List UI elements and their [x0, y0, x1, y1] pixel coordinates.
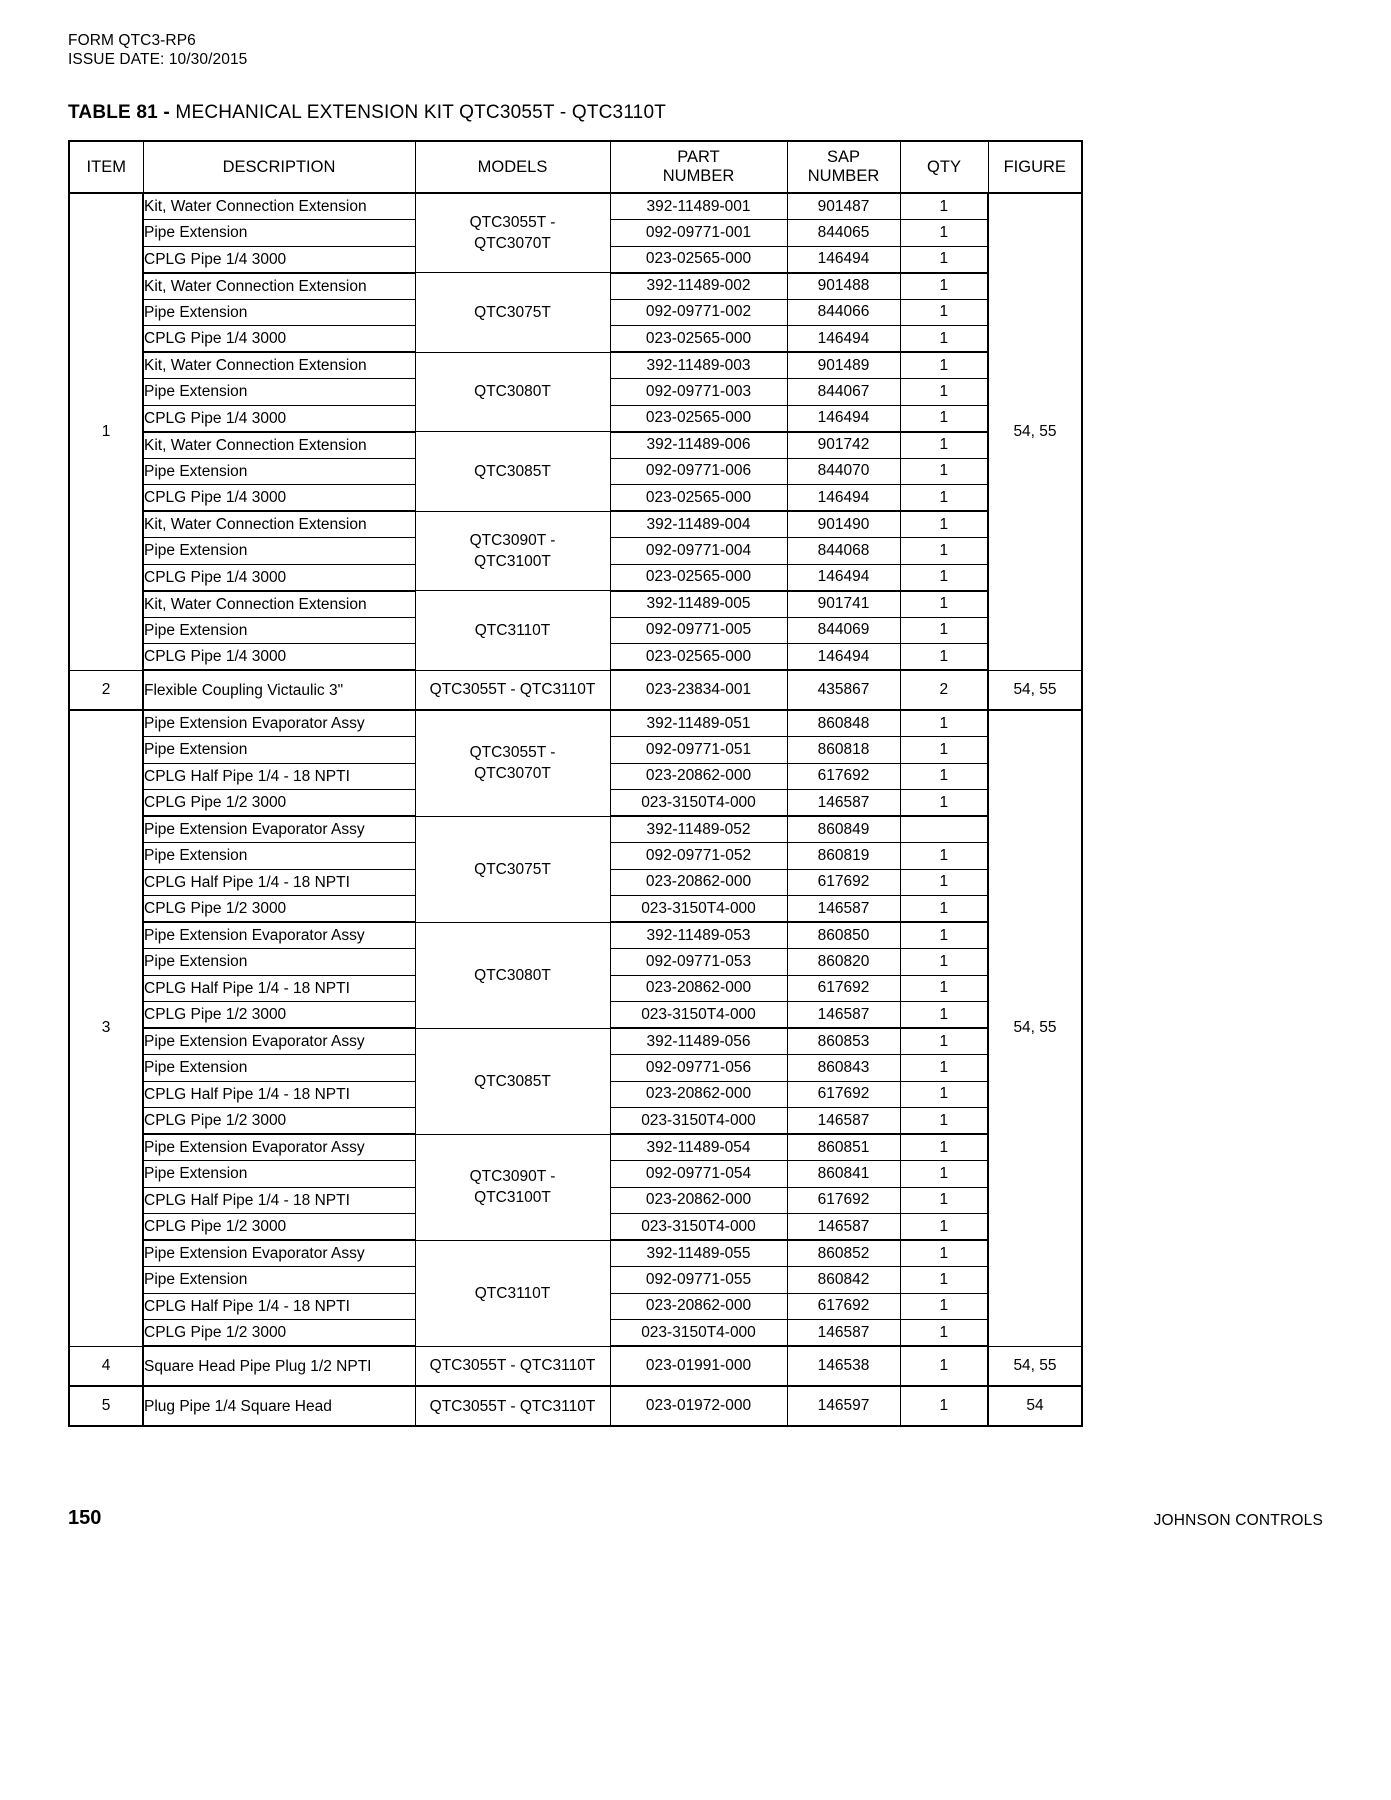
cell-description: Kit, Water Connection Extension	[143, 511, 415, 538]
cell-sap-number: 146587	[787, 1108, 900, 1135]
cell-qty: 1	[900, 511, 988, 538]
cell-models	[415, 193, 610, 273]
cell-models: QTC3055T - QTC3110T	[415, 1386, 610, 1426]
cell-qty: 1	[900, 1386, 988, 1426]
form-number: FORM QTC3-RP6	[68, 32, 196, 49]
cell-qty: 1	[900, 737, 988, 764]
table-row	[69, 511, 1082, 538]
column-header-part-number-line2: NUMBER	[662, 167, 735, 185]
cell-sap-number: 860853	[787, 1028, 900, 1055]
cell-qty: 1	[900, 1055, 988, 1082]
cell-qty: 1	[900, 1346, 988, 1386]
cell-sap-number: 844067	[787, 379, 900, 406]
cell-qty: 1	[900, 763, 988, 790]
cell-description: Pipe Extension	[143, 220, 415, 247]
cell-models-line1: QTC3075T	[474, 303, 551, 321]
cell-part-number: 023-01972-000	[610, 1386, 787, 1426]
cell-qty: 1	[900, 405, 988, 432]
cell-part-number: 092-09771-055	[610, 1267, 787, 1294]
cell-part-number: 092-09771-001	[610, 220, 787, 247]
cell-part-number: 023-20862-000	[610, 1081, 787, 1108]
cell-part-number: 392-11489-054	[610, 1134, 787, 1161]
cell-part-number: 092-09771-052	[610, 843, 787, 870]
cell-qty: 1	[900, 949, 988, 976]
cell-models-line1: QTC3080T	[474, 966, 551, 984]
table-body	[69, 193, 1082, 1426]
cell-models	[415, 352, 610, 432]
cell-part-number: 023-20862-000	[610, 975, 787, 1002]
cell-description: Square Head Pipe Plug 1/2 NPTI	[143, 1346, 415, 1386]
cell-sap-number: 146587	[787, 1320, 900, 1347]
cell-sap-number: 860820	[787, 949, 900, 976]
cell-part-number: 023-02565-000	[610, 564, 787, 591]
cell-part-number: 023-20862-000	[610, 869, 787, 896]
cell-description: CPLG Half Pipe 1/4 - 18 NPTI	[143, 1293, 415, 1320]
cell-qty: 1	[900, 1161, 988, 1188]
column-header-qty: QTY	[900, 141, 988, 193]
cell-qty: 1	[900, 564, 988, 591]
cell-part-number: 023-3150T4-000	[610, 1108, 787, 1135]
cell-models-line1: QTC3085T	[474, 1072, 551, 1090]
cell-qty: 1	[900, 299, 988, 326]
cell-description: Pipe Extension	[143, 737, 415, 764]
cell-description: CPLG Pipe 1/2 3000	[143, 1214, 415, 1241]
cell-qty: 2	[900, 670, 988, 710]
cell-qty: 1	[900, 1240, 988, 1267]
cell-sap-number: 146587	[787, 1002, 900, 1029]
cell-models-line1: QTC3055T -	[469, 214, 556, 231]
cell-models	[415, 922, 610, 1028]
cell-description: Plug Pipe 1/4 Square Head	[143, 1386, 415, 1426]
cell-part-number: 092-09771-053	[610, 949, 787, 976]
cell-sap-number: 146494	[787, 644, 900, 671]
table-row	[69, 193, 1082, 220]
cell-item: 4	[69, 1346, 143, 1386]
issue-date: ISSUE DATE: 10/30/2015	[68, 51, 248, 68]
table-row	[69, 352, 1082, 379]
cell-sap-number: 146494	[787, 326, 900, 353]
cell-models-line1: QTC3055T -	[469, 744, 556, 762]
cell-description: Pipe Extension Evaporator Assy	[143, 710, 415, 737]
cell-models-line1: QTC3110T	[474, 621, 551, 639]
cell-description: Pipe Extension Evaporator Assy	[143, 1134, 415, 1161]
cell-sap-number: 844070	[787, 458, 900, 485]
cell-sap-number: 860852	[787, 1240, 900, 1267]
cell-qty: 1	[900, 617, 988, 644]
cell-part-number: 023-20862-000	[610, 1187, 787, 1214]
cell-part-number: 023-02565-000	[610, 644, 787, 671]
cell-description: CPLG Half Pipe 1/4 - 18 NPTI	[143, 869, 415, 896]
table-title	[68, 102, 666, 124]
table-row	[69, 922, 1082, 949]
cell-description: Pipe Extension	[143, 538, 415, 565]
page-number: 150	[68, 1507, 102, 1529]
cell-part-number: 392-11489-005	[610, 591, 787, 618]
cell-sap-number: 901490	[787, 511, 900, 538]
cell-models-line1: QTC3090T -	[469, 1168, 556, 1185]
cell-sap-number: 860843	[787, 1055, 900, 1082]
table-row	[69, 1386, 1082, 1426]
table-title-label: TABLE 81 -	[68, 102, 170, 123]
column-header-part-number-line1: PART	[677, 148, 720, 166]
cell-qty: 1	[900, 193, 988, 220]
cell-part-number: 023-02565-000	[610, 405, 787, 432]
cell-models: QTC3055T - QTC3110T	[415, 1346, 610, 1386]
column-header-part-number	[610, 141, 787, 193]
cell-sap-number: 146494	[787, 246, 900, 273]
cell-sap-number: 860841	[787, 1161, 900, 1188]
cell-part-number: 392-11489-053	[610, 922, 787, 949]
cell-models	[415, 816, 610, 922]
cell-description: Flexible Coupling Victaulic 3"	[143, 670, 415, 710]
cell-part-number: 023-01991-000	[610, 1346, 787, 1386]
cell-part-number: 092-09771-003	[610, 379, 787, 406]
cell-qty: 1	[900, 896, 988, 923]
cell-qty: 1	[900, 710, 988, 737]
cell-sap-number: 617692	[787, 1187, 900, 1214]
cell-qty: 1	[900, 1081, 988, 1108]
cell-description: Pipe Extension Evaporator Assy	[143, 816, 415, 843]
cell-part-number: 023-02565-000	[610, 326, 787, 353]
table-row	[69, 1028, 1082, 1055]
cell-part-number: 392-11489-051	[610, 710, 787, 737]
cell-sap-number: 146597	[787, 1386, 900, 1426]
cell-part-number: 092-09771-005	[610, 617, 787, 644]
cell-qty: 1	[900, 220, 988, 247]
table-row	[69, 273, 1082, 300]
cell-description: Pipe Extension	[143, 949, 415, 976]
cell-sap-number: 860850	[787, 922, 900, 949]
table-row	[69, 1134, 1082, 1161]
cell-part-number: 023-20862-000	[610, 1293, 787, 1320]
column-header-item: ITEM	[69, 141, 143, 193]
cell-models: QTC3055T - QTC3110T	[415, 670, 610, 710]
cell-description: CPLG Pipe 1/4 3000	[143, 564, 415, 591]
column-header-description: DESCRIPTION	[143, 141, 415, 193]
cell-qty: 1	[900, 1108, 988, 1135]
footer-brand: JOHNSON CONTROLS	[1153, 1512, 1323, 1529]
cell-sap-number: 617692	[787, 869, 900, 896]
cell-qty: 1	[900, 432, 988, 459]
cell-qty: 1	[900, 1002, 988, 1029]
cell-sap-number: 146494	[787, 405, 900, 432]
cell-part-number: 392-11489-006	[610, 432, 787, 459]
cell-sap-number: 844068	[787, 538, 900, 565]
cell-part-number: 392-11489-002	[610, 273, 787, 300]
cell-description: Pipe Extension Evaporator Assy	[143, 922, 415, 949]
cell-description: Pipe Extension	[143, 617, 415, 644]
cell-description: CPLG Pipe 1/2 3000	[143, 1002, 415, 1029]
cell-sap-number: 146587	[787, 896, 900, 923]
cell-description: Kit, Water Connection Extension	[143, 273, 415, 300]
table-row	[69, 432, 1082, 459]
cell-qty: 1	[900, 1028, 988, 1055]
cell-figure: 54, 55	[988, 193, 1082, 670]
cell-description: CPLG Pipe 1/2 3000	[143, 1320, 415, 1347]
cell-description: CPLG Half Pipe 1/4 - 18 NPTI	[143, 1081, 415, 1108]
cell-sap-number: 860848	[787, 710, 900, 737]
table-header-row	[69, 141, 1082, 193]
cell-part-number: 092-09771-056	[610, 1055, 787, 1082]
cell-description: Pipe Extension	[143, 1055, 415, 1082]
cell-figure: 54	[988, 1386, 1082, 1426]
cell-part-number: 092-09771-004	[610, 538, 787, 565]
cell-part-number: 392-11489-056	[610, 1028, 787, 1055]
cell-models	[415, 432, 610, 512]
table-row	[69, 1346, 1082, 1386]
cell-qty: 1	[900, 1214, 988, 1241]
cell-models	[415, 591, 610, 671]
cell-models	[415, 1240, 610, 1346]
cell-qty: 1	[900, 273, 988, 300]
cell-sap-number: 617692	[787, 1081, 900, 1108]
cell-description: Kit, Water Connection Extension	[143, 352, 415, 379]
cell-description: Pipe Extension	[143, 1161, 415, 1188]
cell-part-number: 092-09771-006	[610, 458, 787, 485]
cell-description: Pipe Extension	[143, 1267, 415, 1294]
document-header	[68, 31, 247, 69]
cell-sap-number: 901741	[787, 591, 900, 618]
cell-description: CPLG Pipe 1/2 3000	[143, 1108, 415, 1135]
cell-part-number: 023-3150T4-000	[610, 1320, 787, 1347]
cell-sap-number: 860819	[787, 843, 900, 870]
cell-sap-number: 860849	[787, 816, 900, 843]
cell-part-number: 392-11489-003	[610, 352, 787, 379]
cell-description: CPLG Half Pipe 1/4 - 18 NPTI	[143, 1187, 415, 1214]
cell-sap-number: 146587	[787, 1214, 900, 1241]
cell-item: 3	[69, 710, 143, 1346]
cell-models-line1: QTC3110T	[474, 1284, 551, 1302]
cell-item: 1	[69, 193, 143, 670]
cell-part-number: 023-3150T4-000	[610, 896, 787, 923]
cell-part-number: 023-02565-000	[610, 485, 787, 512]
cell-sap-number: 844065	[787, 220, 900, 247]
table-row	[69, 670, 1082, 710]
cell-sap-number: 860851	[787, 1134, 900, 1161]
cell-qty: 1	[900, 591, 988, 618]
cell-qty: 1	[900, 458, 988, 485]
cell-sap-number: 901742	[787, 432, 900, 459]
cell-description: Kit, Water Connection Extension	[143, 432, 415, 459]
cell-qty: 1	[900, 1320, 988, 1347]
cell-part-number: 392-11489-052	[610, 816, 787, 843]
cell-description: Pipe Extension	[143, 843, 415, 870]
cell-qty: 1	[900, 352, 988, 379]
cell-models	[415, 1134, 610, 1240]
cell-description: CPLG Pipe 1/4 3000	[143, 326, 415, 353]
column-header-models: MODELS	[415, 141, 610, 193]
cell-sap-number: 844069	[787, 617, 900, 644]
cell-part-number: 023-3150T4-000	[610, 1002, 787, 1029]
cell-part-number: 023-3150T4-000	[610, 790, 787, 817]
cell-description: CPLG Pipe 1/2 3000	[143, 790, 415, 817]
cell-description: CPLG Half Pipe 1/4 - 18 NPTI	[143, 763, 415, 790]
cell-description: Pipe Extension Evaporator Assy	[143, 1240, 415, 1267]
column-header-sap-number-line1: SAP	[826, 148, 861, 166]
cell-qty: 1	[900, 869, 988, 896]
cell-qty: 1	[900, 1293, 988, 1320]
cell-sap-number: 901488	[787, 273, 900, 300]
column-header-sap-number-line2: NUMBER	[807, 167, 880, 185]
cell-description: CPLG Pipe 1/4 3000	[143, 405, 415, 432]
cell-description: Pipe Extension	[143, 458, 415, 485]
cell-description: CPLG Pipe 1/2 3000	[143, 896, 415, 923]
column-header-figure: FIGURE	[988, 141, 1082, 193]
cell-sap-number: 617692	[787, 1293, 900, 1320]
cell-sap-number: 617692	[787, 975, 900, 1002]
cell-models-line2: QTC3070T	[474, 235, 551, 252]
table-title-description: MECHANICAL EXTENSION KIT QTC3055T - QTC3110T	[169, 102, 667, 123]
cell-figure: 54, 55	[988, 1346, 1082, 1386]
cell-item: 5	[69, 1386, 143, 1426]
cell-qty: 1	[900, 246, 988, 273]
cell-sap-number: 617692	[787, 763, 900, 790]
cell-models-line2: QTC3100T	[474, 552, 551, 570]
cell-description: Kit, Water Connection Extension	[143, 193, 415, 220]
cell-description: CPLG Pipe 1/4 3000	[143, 485, 415, 512]
cell-models-line1: QTC3090T -	[469, 531, 556, 549]
cell-part-number: 392-11489-001	[610, 193, 787, 220]
cell-figure: 54, 55	[988, 670, 1082, 710]
cell-qty: 1	[900, 1134, 988, 1161]
cell-description: Pipe Extension	[143, 379, 415, 406]
cell-qty: 1	[900, 326, 988, 353]
cell-part-number: 092-09771-054	[610, 1161, 787, 1188]
cell-sap-number: 860842	[787, 1267, 900, 1294]
parts-table	[68, 140, 1083, 1427]
cell-sap-number: 146494	[787, 564, 900, 591]
cell-qty: 1	[900, 1187, 988, 1214]
cell-models	[415, 710, 610, 816]
cell-sap-number: 146494	[787, 485, 900, 512]
cell-part-number: 092-09771-051	[610, 737, 787, 764]
cell-part-number: 392-11489-055	[610, 1240, 787, 1267]
cell-part-number: 023-3150T4-000	[610, 1214, 787, 1241]
cell-qty: 1	[900, 922, 988, 949]
cell-sap-number: 844066	[787, 299, 900, 326]
cell-models	[415, 273, 610, 353]
cell-qty	[900, 816, 988, 843]
cell-qty: 1	[900, 1267, 988, 1294]
cell-figure: 54, 55	[988, 710, 1082, 1346]
cell-models-line1: QTC3085T	[474, 462, 551, 480]
cell-sap-number: 901487	[787, 193, 900, 220]
cell-qty: 1	[900, 975, 988, 1002]
cell-description: CPLG Pipe 1/4 3000	[143, 246, 415, 273]
cell-qty: 1	[900, 843, 988, 870]
cell-sap-number: 146587	[787, 790, 900, 817]
cell-part-number: 023-20862-000	[610, 763, 787, 790]
cell-part-number: 092-09771-002	[610, 299, 787, 326]
cell-part-number: 023-23834-001	[610, 670, 787, 710]
cell-qty: 1	[900, 485, 988, 512]
cell-description: Pipe Extension Evaporator Assy	[143, 1028, 415, 1055]
table-row	[69, 710, 1082, 737]
cell-sap-number: 860818	[787, 737, 900, 764]
cell-qty: 1	[900, 790, 988, 817]
cell-models-line1: QTC3075T	[474, 860, 551, 878]
cell-item: 2	[69, 670, 143, 710]
cell-sap-number: 435867	[787, 670, 900, 710]
cell-models	[415, 511, 610, 591]
cell-sap-number: 146538	[787, 1346, 900, 1386]
table-header	[69, 141, 1082, 193]
table-row	[69, 816, 1082, 843]
cell-models-line1: QTC3080T	[474, 383, 551, 401]
table-row	[69, 1240, 1082, 1267]
cell-description: Kit, Water Connection Extension	[143, 591, 415, 618]
cell-sap-number: 901489	[787, 352, 900, 379]
table-row	[69, 591, 1082, 618]
cell-part-number: 023-02565-000	[610, 246, 787, 273]
cell-qty: 1	[900, 644, 988, 671]
cell-part-number: 392-11489-004	[610, 511, 787, 538]
column-header-sap-number	[787, 141, 900, 193]
cell-models	[415, 1028, 610, 1134]
cell-description: CPLG Pipe 1/4 3000	[143, 644, 415, 671]
cell-qty: 1	[900, 379, 988, 406]
cell-models-line2: QTC3070T	[474, 765, 551, 783]
cell-models-line2: QTC3100T	[474, 1189, 551, 1206]
cell-description: CPLG Half Pipe 1/4 - 18 NPTI	[143, 975, 415, 1002]
cell-description: Pipe Extension	[143, 299, 415, 326]
cell-qty: 1	[900, 538, 988, 565]
